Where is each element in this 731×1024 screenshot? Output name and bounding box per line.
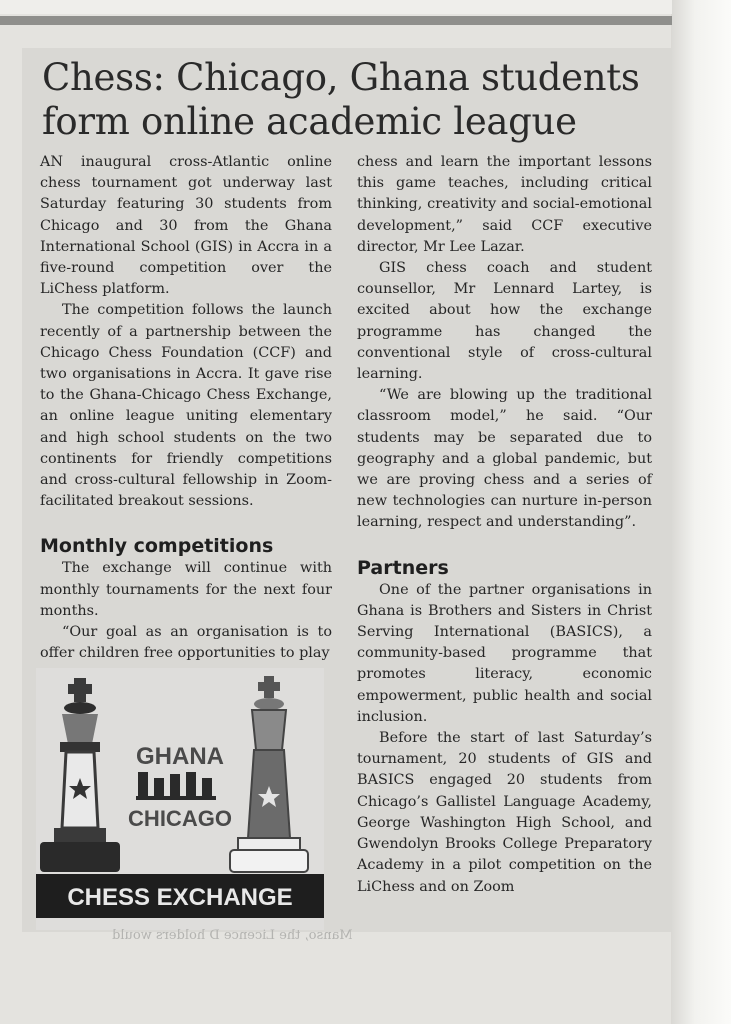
paragraph: GIS chess coach and student counsellor, Mr Lennard Lartey, is excited about how the exchange programme has changed the conventional style of cross-cultural learning. <box>357 260 652 383</box>
bleed-through-text: Manso, the Licence D holders would <box>112 928 353 943</box>
subhead-monthly: Monthly competitions <box>40 535 274 558</box>
paragraph: “Our goal as an organisation is to offer children free opportunities to play <box>40 624 332 662</box>
logo-banner-text: CHESS EXCHANGE <box>67 884 293 911</box>
logo-ghana-text: GHANA <box>136 743 224 770</box>
logo-chicago-text: CHICAGO <box>128 806 232 831</box>
paper-edge <box>671 0 731 1024</box>
chess-exchange-logo <box>36 668 324 930</box>
paragraph: chess and learn the important lessons this game teaches, including critical thinking, creativity and social-emotional development,” said CCF executive director, Mr Lee Lazar. <box>357 154 652 255</box>
paragraph: “We are blowing up the traditional classroom model,” he said. “Our students may be separated due to geography and a global pandemic, but we are proving chess and a series of new technologies can nurture in-person learning, respect and understanding”. <box>357 387 652 531</box>
page-top-strip <box>0 0 672 14</box>
left-column <box>40 152 332 664</box>
paragraph: Before the start of last Saturday’s tournament, 20 students of GIS and BASICS engaged 20 students from Chicago’s Gallistel Language Academy, George Washington High School, and Gwendolyn Brooks College Preparatory Academy in a pilot competition on the LiChess and on Zoom <box>357 730 652 895</box>
paragraph: The competition follows the launch recently of a partnership between the Chicago Chess Foundation (CCF) and two organisations in Accra. It gave rise to the Ghana-Chicago Chess Exchange, an online league uniting elementary and high school students on the two continents for friendly competitions and cross-cultural fellowship in Zoom-facilitated breakout sessions. <box>40 302 332 510</box>
subhead-partners: Partners <box>357 556 449 579</box>
paragraph: AN inaugural cross-Atlantic online chess tournament got underway last Saturday featuring 30 students from Chicago and 30 from the Ghana International School (GIS) in Accra in a five-round competition over the LiChess platform. <box>40 154 332 298</box>
paragraph: The exchange will continue with monthly tournaments for the next four months. <box>40 560 332 619</box>
top-rule <box>0 16 672 25</box>
right-column <box>357 152 652 898</box>
headline: Chess: Chicago, Ghana students form online academic league <box>42 56 640 143</box>
paragraph: One of the partner organisations in Ghana is Brothers and Sisters in Christ Serving International (BASICS), a community-based programme that promotes literacy, economic empowerment, public health and social inclusion. <box>357 581 652 725</box>
